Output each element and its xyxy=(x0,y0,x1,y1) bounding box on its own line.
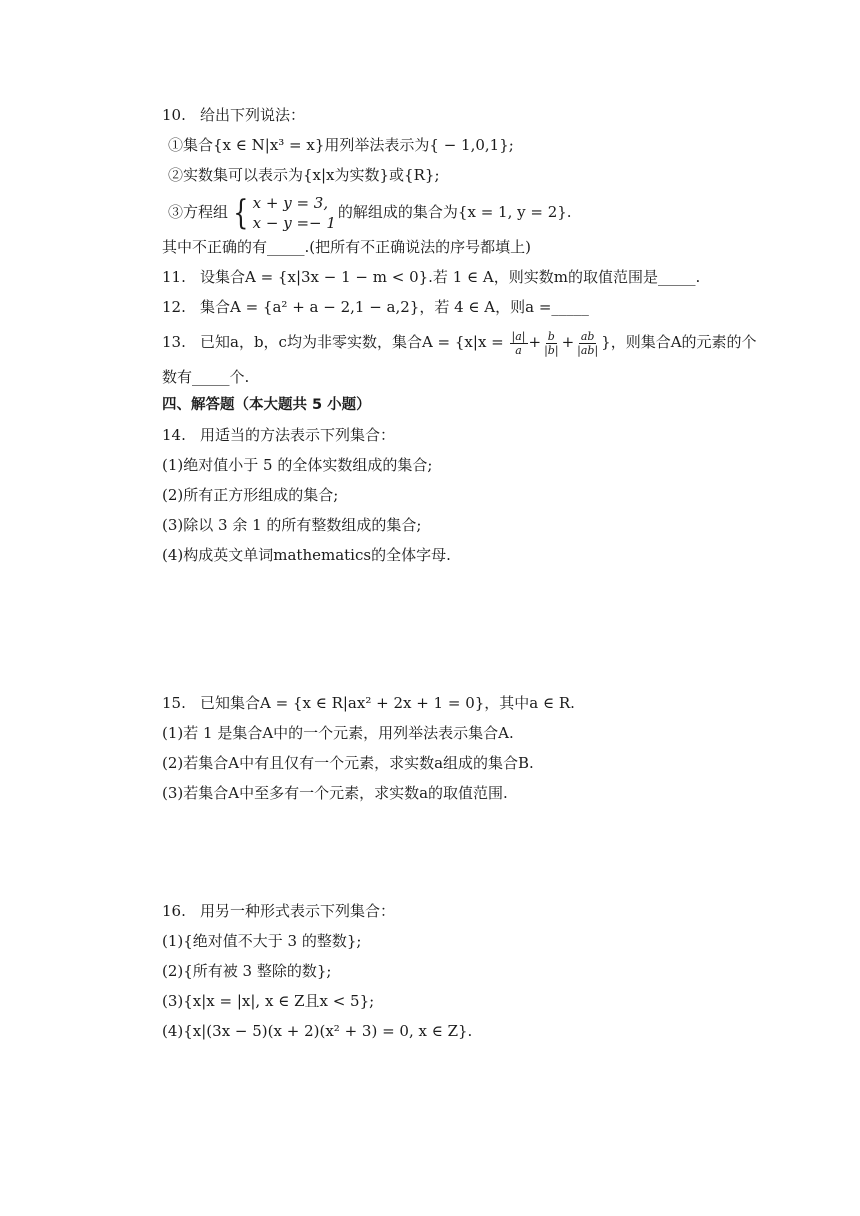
question-text: 给出下列说法： xyxy=(200,106,306,124)
question-text: 用另一种形式表示下列集合： xyxy=(200,902,396,920)
sub-question-3: (3)除以 3 余 1 的所有整数组成的集合; xyxy=(162,516,422,534)
question-text: 设集合A = {x|3x − 1 − m < 0}.若 1 ∈ A，则实数m的取值范围是_____. xyxy=(200,268,701,286)
statement-3-prefix: ③方程组 xyxy=(168,203,229,221)
plus-sign: + xyxy=(561,333,575,351)
fraction-3: $\frac{ab}{|ab|}$ xyxy=(577,329,599,357)
sub-question-3: (3)若集合A中至多有一个元素，求实数a的取值范围. xyxy=(162,784,508,802)
left-brace: { xyxy=(233,193,249,233)
section-heading: 四、解答题（本大题共 5 小题） xyxy=(162,397,371,413)
equation-system xyxy=(230,193,336,233)
sub-question-2: (2)若集合A中有且仅有一个元素，求实数a组成的集合B. xyxy=(162,754,534,772)
question-text: 集合A = {a² + a − 2,1 − a,2}，若 4 ∈ A，则a =_____ xyxy=(200,298,589,316)
statement-3-suffix: 的解组成的集合为{x = 1, y = 2}. xyxy=(337,203,572,221)
question-13 xyxy=(162,326,757,358)
question-12 xyxy=(162,296,589,318)
question-15 xyxy=(162,692,575,714)
plus-sign: + xyxy=(528,333,542,351)
question-text-suffix: }，则集合A的元素的个 xyxy=(601,333,757,351)
fraction-2: $\frac{b}{|b|}$ xyxy=(544,329,559,357)
question-13-continuation: 数有_____个. xyxy=(162,368,250,386)
statement-3 xyxy=(168,192,572,233)
equation-2: x − y =− 1 xyxy=(252,214,336,232)
question-number: 16. xyxy=(162,902,186,920)
fraction-1: $\frac{|a|}{a}$ xyxy=(511,329,526,357)
question-number: 12. xyxy=(162,298,186,316)
sub-question-4: (4){x|(3x − 5)(x + 2)(x² + 3) = 0, x ∈ Z}. xyxy=(162,1022,473,1040)
question-number: 14. xyxy=(162,426,186,444)
sub-question-1: (1)绝对值小于 5 的全体实数组成的集合; xyxy=(162,456,433,474)
statement-2: ②实数集可以表示为{x|x为实数}或{R}; xyxy=(168,166,440,184)
sub-question-2: (2){所有被 3 整除的数}; xyxy=(162,962,332,980)
question-10-ask: 其中不正确的有_____.(把所有不正确说法的序号都填上) xyxy=(162,238,531,256)
question-text: 已知集合A = {x ∈ R|ax² + 2x + 1 = 0}，其中a ∈ R. xyxy=(200,694,575,712)
question-number: 15. xyxy=(162,694,186,712)
question-14 xyxy=(162,424,395,446)
sub-question-4: (4)构成英文单词mathematics的全体字母. xyxy=(162,546,451,564)
question-number: 11. xyxy=(162,268,186,286)
question-number: 13. xyxy=(162,333,186,351)
question-text-prefix: 已知a，b，c均为非零实数，集合A = {x|x = xyxy=(200,333,504,351)
sub-question-1: (1)若 1 是集合A中的一个元素，用列举法表示集合A. xyxy=(162,724,514,742)
statement-1: ①集合{x ∈ N|x³ = x}用列举法表示为{ − 1,0,1}; xyxy=(168,136,514,154)
sub-question-3: (3){x|x = |x|, x ∈ Z且x < 5}; xyxy=(162,992,375,1010)
sub-question-1: (1){绝对值不大于 3 的整数}; xyxy=(162,932,362,950)
question-text: 用适当的方法表示下列集合： xyxy=(200,426,396,444)
question-10 xyxy=(162,104,305,126)
equation-1: x + y = 3, xyxy=(252,194,329,212)
question-11 xyxy=(162,266,700,288)
question-number: 10. xyxy=(162,106,186,124)
sub-question-2: (2)所有正方形组成的集合; xyxy=(162,486,339,504)
question-16 xyxy=(162,900,395,922)
